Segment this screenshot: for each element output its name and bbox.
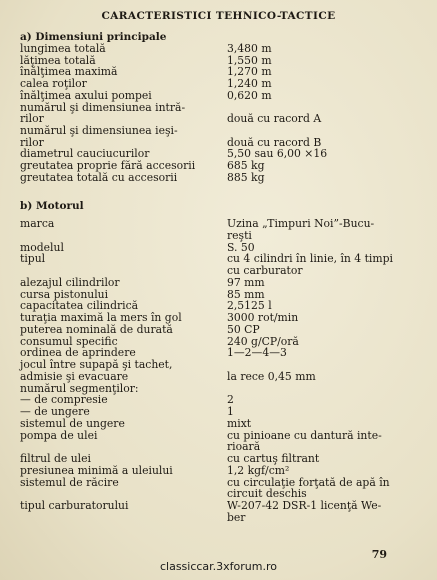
spec-label: tipul carburatorului [20,499,129,512]
spec-value: 885 kg [227,170,265,184]
spec-label: lăţimea totală [20,53,96,67]
section-b-heading: b) Motorul [20,200,84,212]
spec-value: cu 4 cilindri în linie, în 4 timpi [227,252,393,266]
spec-value: 2 [227,393,234,407]
spec-value: 1,270 m [227,65,272,79]
spec-value: ber [227,510,246,524]
spec-label: greutatea proprie fără accesorii [20,159,196,172]
spec-value: 240 g/CP/oră [227,334,299,348]
spec-value: 0,620 m [227,88,272,102]
spec-value: cu cartuş filtrant [227,452,320,465]
spec-label: admisie şi evacuare [20,369,129,383]
spec-value: două cu racord B [227,135,322,149]
spec-label: capacitatea cilindrică [20,299,139,313]
spec-label: sistemul de ungere [20,416,125,430]
spec-value: la rece 0,45 mm [227,369,316,383]
spec-label: ordinea de aprindere [20,346,136,360]
spec-label: modelul [20,240,64,254]
spec-value: circuit deschis [227,487,307,501]
spec-label: presiunea minimă a uleiului [20,463,173,477]
spec-label: rilor [20,112,44,126]
spec-label: calea roţilor [20,77,87,91]
spec-value: 685 kg [227,159,265,172]
spec-value: Uzina „Timpuri Noi”-Bucu- [227,217,375,230]
spec-label: înălţimea maximă [20,65,118,79]
spec-label: turaţia maximă la mers în gol [20,311,182,324]
spec-value: 97 mm [227,275,265,289]
spec-label: greutatea totală cu accesorii [20,170,178,184]
forum-watermark: classiccar.3xforum.ro [159,560,278,573]
spec-label: pompa de ulei [20,428,98,442]
spec-label: numărul segmenţilor: [20,381,139,395]
spec-label: diametrul cauciucurilor [20,147,150,161]
spec-value: 3,480 m [227,42,272,55]
spec-value: 85 mm [227,287,265,301]
spec-value: cu carburator [227,264,303,277]
spec-value: 1—2—4—3 [227,346,287,360]
spec-label: tipul [20,252,46,266]
spec-value: rioară [227,440,261,454]
spec-value: mixt [227,416,252,430]
page-title: CARACTERISTICI TEHNICO-TACTICE [101,10,336,22]
spec-label: înălţimea axului pompei [20,88,152,102]
spec-label: numărul şi dimensiunea ieşi- [20,123,178,137]
spec-value: 1,2 kgf/cm² [227,463,290,477]
spec-value: 5,50 sau 6,00 ×16 [227,147,328,161]
spec-label: alezajul cilindrilor [20,275,120,289]
spec-value: 2,5125 l [227,299,272,313]
spec-label: marca [20,217,55,230]
spec-value: cu pinioane cu dantură inte- [227,428,382,442]
spec-value: S. 50 [227,240,255,254]
spec-label: cursa pistonului [20,287,109,301]
spec-value: 3000 rot/min [227,311,299,324]
section-a-heading: a) Dimensiuni principale [20,31,167,43]
spec-label: sistemul de răcire [20,475,119,489]
spec-value: reşti [227,228,252,242]
spec-label: rilor [20,135,44,149]
spec-label: lungimea totală [20,42,106,55]
spec-label: — de ungere [20,405,90,418]
spec-label: jocul între supapă şi tachet, [20,358,173,371]
spec-value: 50 CP [227,322,260,336]
spec-value: 1 [227,405,234,418]
spec-value: 1,240 m [227,77,272,91]
spec-value: cu circulaţie forţată de apă în [227,475,390,489]
spec-label: numărul şi dimensiunea intră- [20,100,186,114]
spec-value: două cu racord A [227,112,322,126]
page-number: 79 [371,548,387,561]
spec-label: consumul specific [20,334,118,348]
spec-label: — de compresie [20,393,108,407]
spec-label: filtrul de ulei [20,452,91,465]
spec-label: puterea nominală de durată [20,322,173,336]
spec-value: 1,550 m [227,53,272,67]
spec-value: W-207-42 DSR-1 licenţă We- [227,499,382,512]
